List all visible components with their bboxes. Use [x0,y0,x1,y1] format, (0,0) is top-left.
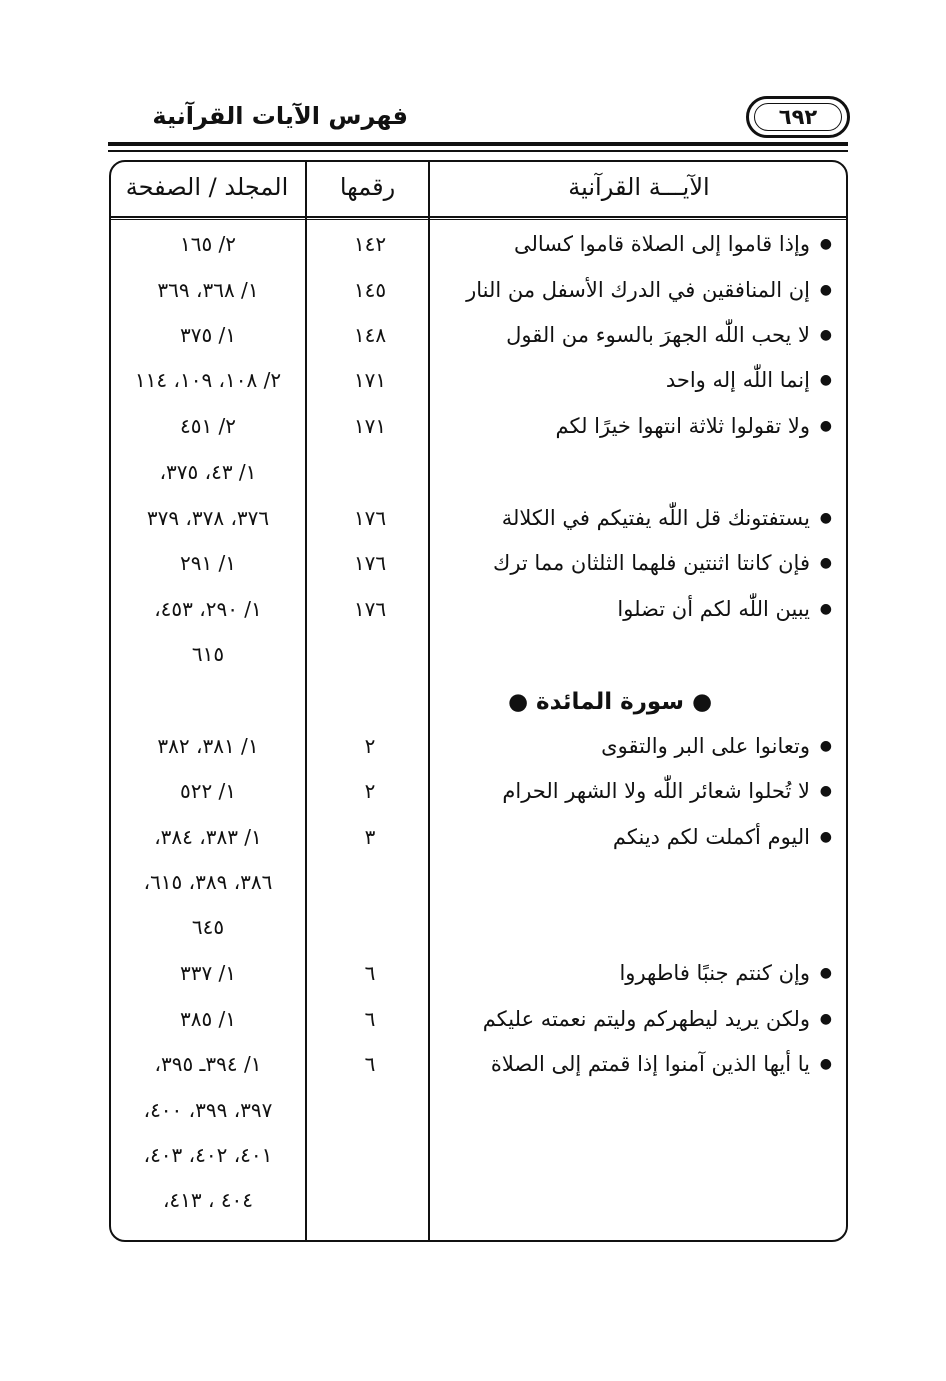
verse-number: ٢ [364,779,376,803]
volume-page-ref: ١/ ٥٢٢ [179,779,237,803]
volume-page-ref: ١/ ٣٨٣، ٣٨٤، [154,825,262,849]
verse-number: ٢ [364,734,376,758]
volume-page-ref: ٦١٥ [191,642,225,666]
verse-number: ٣ [364,825,376,849]
volume-page-ref: ٤٠٤ ، ٤١٣، [162,1188,254,1212]
verse-text: وإن كنتم جنبًا فاطهروا ● [432,951,810,995]
volume-page-ref: ١/ ٣٨٥ [179,1007,237,1031]
volume-page-ref: ١/ ٣٣٧ [179,961,237,985]
page-title: فهرس الآيات القرآنية [152,102,408,130]
verse-text: ولا تقولوا ثلاثة انتهوا خيرًا لكم ● [432,404,810,448]
verse-number: ١٧١ [353,414,387,438]
volume-page-ref: ٣٧٦، ٣٧٨، ٣٧٩ [146,506,270,530]
verse-number: ١٧١ [353,368,387,392]
column-divider-verse [428,160,430,1242]
volume-page-ref: ١/ ٣٩٤ـ ٣٩٥، [154,1052,262,1076]
volume-page-ref: ٤٠١، ٤٠٢، ٤٠٣، [143,1143,273,1167]
volume-page-ref: ١/ ٣٨١، ٣٨٢ [157,734,259,758]
volume-page-ref: ٢/ ١٦٥ [179,232,237,256]
verse-number: ٦ [364,1007,376,1031]
verse-text: يستفتونك قل اللّٰه يفتيكم في الكلالة ● [432,496,810,540]
volume-page-ref: ٢/ ٤٥١ [179,414,237,438]
verse-text: يبين اللّٰه لكم أن تضلوا ● [432,587,810,631]
volume-page-ref: ١/ ٣٧٥ [179,323,237,347]
volume-page-ref: ٦٤٥ [191,915,225,939]
verse-number: ١٤٢ [353,232,387,256]
verse-text: إنما اللّٰه إله واحد ● [432,358,810,402]
verse-text: وتعانوا على البر والتقوى ● [432,724,810,768]
column-header-number: رقمها [339,173,396,201]
verse-number: ٦ [364,1052,376,1076]
verse-text: فإن كانتا اثنتين فلهما الثلثان مما ترك ● [432,541,810,585]
verse-text: وإذا قاموا إلى الصلاة قاموا كسالى ● [432,222,810,266]
volume-page-ref: ١/ ٢٩١ [179,551,237,575]
verse-number: ١٧٦ [353,506,387,530]
header-divider-thin [109,219,848,220]
column-divider-number [305,160,307,1242]
verse-number: ٦ [364,961,376,985]
verse-text: لا يحب اللّٰه الجهرَ بالسوء من القول ● [432,313,810,357]
surah-heading: ● سورة المائدة ● [507,689,713,715]
verse-text: لا تُحلوا شعائر اللّٰه ولا الشهر الحرام ● [432,769,810,813]
volume-page-ref: ١/ ٣٦٨، ٣٦٩ [157,278,259,302]
column-header-volume-page: المجلد / الصفحة [125,173,289,201]
column-header-verse: الآيـــة القرآنية [568,173,710,201]
header-divider [109,216,848,218]
volume-page-ref: ٣٨٦، ٣٨٩، ٦١٥، [143,870,273,894]
verse-text: يا أيها الذين آمنوا إذا قمتم إلى الصلاة ● [432,1042,810,1086]
verse-number: ١٧٦ [353,551,387,575]
volume-page-ref: ١/ ٤٣، ٣٧٥، [159,460,257,484]
verse-number: ١٤٨ [353,323,387,347]
volume-page-ref: ٢/ ١٠٨، ١٠٩، ١١٤ [134,368,282,392]
header-rule-thin [108,150,848,152]
verse-text: إن المنافقين في الدرك الأسفل من النار ● [432,268,810,312]
verse-number: ١٧٦ [353,597,387,621]
volume-page-ref: ١/ ٢٩٠، ٤٥٣، [154,597,262,621]
volume-page-ref: ٣٩٧، ٣٩٩، ٤٠٠، [143,1098,273,1122]
header-rule-thick [108,142,848,146]
page-number-badge [746,96,850,138]
verse-number: ١٤٥ [353,278,387,302]
verse-text: اليوم أكملت لكم دينكم ● [432,815,810,859]
page-number: ٦٩٢ [778,105,818,129]
verse-text: ولكن يريد ليطهركم وليتم نعمته عليكم ● [432,997,810,1041]
